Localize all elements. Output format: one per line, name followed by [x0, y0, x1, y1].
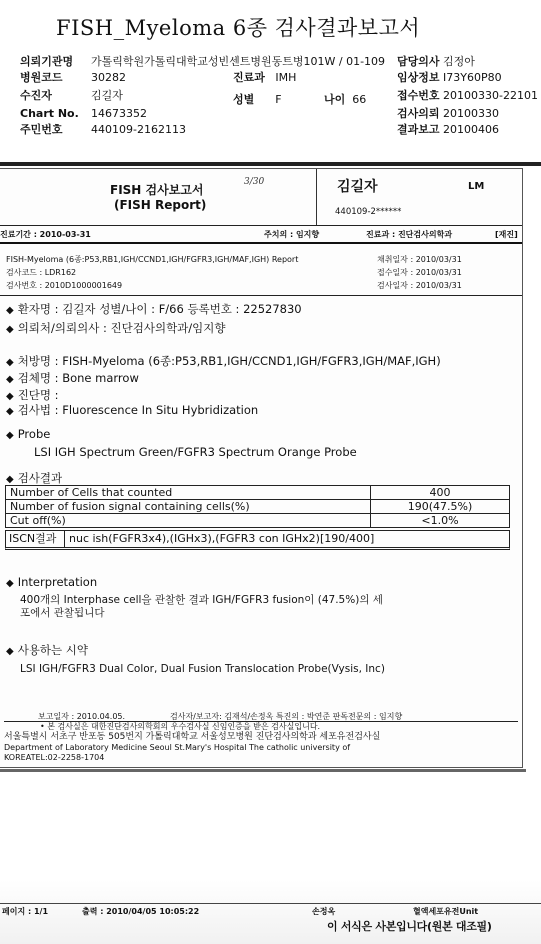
method-line: [6, 403, 258, 419]
diamond-bullet-icon: ◆: [6, 305, 14, 316]
iscn-result-row: [5, 530, 510, 550]
value-doctor: 김정아: [443, 55, 475, 68]
value-hospital-code: 30282: [91, 71, 126, 84]
label-doctor: 담당의사: [397, 55, 440, 68]
specimen-line: [6, 371, 139, 387]
result-value: 400: [371, 486, 510, 500]
diamond-bullet-icon: ◆: [6, 578, 14, 589]
sample-date: 채취일자 : 2010/03/31: [377, 255, 462, 264]
report-footer-address: 서울특별시 서초구 반포동 505번지 가톨릭대학교 서울성모병원 진단검사의학과 세포유전검사실: [4, 732, 381, 742]
name-box-border: [316, 169, 317, 225]
result-value: 190(47.5%): [371, 500, 510, 514]
test-code: 검사코드 : LDR162: [6, 268, 77, 277]
referrer-line: [6, 321, 226, 337]
diamond-bullet-icon: ◆: [6, 430, 14, 441]
report-footer-note: • 본 검사실은 대한진단검사의학회의 우수검사실 신임인증을 받은 검사실입니다.: [40, 722, 321, 731]
diamond-bullet-icon: ◆: [6, 374, 14, 385]
probe-heading-text: Probe: [17, 427, 51, 441]
label-age: 나이: [324, 93, 346, 106]
header-sex: [233, 93, 282, 107]
rule: [0, 295, 522, 296]
label-hospital-code: 병원코드: [20, 71, 63, 84]
dept: 진료과 : 진단검사의학과: [366, 230, 453, 239]
visit-tag: [재진]: [495, 230, 518, 239]
document-title: FISH_Myeloma 6종 검사결과보고서: [56, 16, 421, 40]
iscn-label: ISCN결과: [9, 532, 57, 545]
interpretation-line-2: 포에서 관찰됩니다: [20, 607, 105, 619]
copy-stamp: 이 서식은 사본입니다(원본 대조필): [327, 920, 492, 933]
footer-person: 손정옥: [312, 907, 336, 916]
result-value: <1.0%: [371, 514, 510, 528]
value-dept: IMH: [275, 71, 297, 84]
value-age: 66: [352, 93, 367, 106]
value-clinical-info: I73Y60P80: [443, 71, 502, 84]
rule: [0, 225, 522, 226]
report-footer-dept: Department of Laboratory Medicine Seoul St.Mary's Hospital The catholic university of: [4, 743, 351, 752]
table-row: [6, 500, 510, 514]
label-chart-no: Chart No.: [20, 107, 79, 120]
header-dept: [233, 71, 296, 85]
probe-heading: [6, 427, 50, 443]
section-divider: [0, 162, 541, 166]
print-datetime: 출력 : 2010/04/05 10:05:22: [82, 907, 200, 916]
label-patient: 수진자: [20, 89, 52, 102]
value-rrn: 440109-2162113: [91, 123, 186, 136]
rule: [0, 242, 522, 244]
attending-doctor: 주치의 : 임지향: [264, 230, 320, 239]
table-row: [6, 514, 510, 528]
lm-tag: LM: [468, 181, 485, 192]
header-right: [397, 55, 538, 137]
report-footer-tel: KOREATEL:02-2258-1704: [4, 753, 105, 762]
report-title-ko: FISH 검사보고서: [110, 183, 204, 197]
value-chart-no: 14673352: [91, 107, 147, 120]
interpretation-line-1: 400개의 Interphase cell을 관찰한 결과 IGH/FGFR3 fusion이 (47.5%)의 세: [20, 594, 383, 606]
label-receipt-no: 접수번호: [397, 89, 440, 102]
result-label: Number of Cells that counted: [6, 486, 371, 500]
report-rrn: 440109-2******: [335, 207, 402, 217]
value-institution: 가톨릭학원가톨릭대학교성빈센트병원: [91, 55, 272, 68]
value-request-date: 20100330: [443, 107, 500, 120]
report-title-en: (FISH Report): [114, 198, 207, 212]
diamond-bullet-icon: ◆: [6, 391, 14, 402]
result-heading-text: 검사결과: [17, 471, 63, 485]
method-line-text: 검사법 : Fluorescence In Situ Hybridization: [17, 403, 259, 417]
footer-unit: 혈액세포유전Unit: [413, 907, 479, 916]
interpretation-heading-text: Interpretation: [17, 575, 98, 589]
iscn-value: nuc ish(FGFR3x4),(IGHx3),(FGFR3 con IGHx2)[190/400]: [69, 532, 375, 545]
order-line-text: 처방명 : FISH-Myeloma (6종:P53,RB1,IGH/CCND1,IGH/FGFR3,IGH/MAF,IGH): [17, 354, 441, 368]
diagnosis-line-text: 진단명 :: [17, 388, 59, 402]
diamond-bullet-icon: ◆: [6, 357, 14, 368]
value-report-date: 20100406: [443, 123, 500, 136]
value-patient: 김길자: [91, 89, 123, 102]
referrer-line-text: 의뢰처/의뢰의사 : 진단검사의학과/임지향: [17, 321, 226, 335]
fish-report-scan: [0, 168, 523, 768]
test-number: 검사번호 : 2010D1000001649: [6, 281, 123, 290]
value-sex: F: [275, 93, 282, 106]
value-receipt-no: 20100330-22101: [443, 89, 538, 102]
header-left: [20, 55, 79, 137]
patient-line: [6, 302, 302, 318]
test-date: 검사일자 : 2010/03/31: [377, 281, 462, 290]
label-request-date: 검사의뢰: [397, 107, 440, 120]
page-number: 페이지 : 1/1: [2, 907, 49, 916]
handwritten-note: 3/30: [244, 177, 265, 187]
label-institution: 의뢰기관명: [20, 55, 74, 68]
reagent-heading: [6, 643, 88, 659]
diamond-bullet-icon: ◆: [6, 406, 14, 417]
report-footer-date: 보고일자 : 2010.04.05.: [38, 712, 126, 721]
receive-date: 접수일자 : 2010/03/31: [377, 268, 462, 277]
patient-line-text: 환자명 : 김길자 성별/나이 : F/66 등록번호 : 22527830: [17, 302, 302, 316]
diamond-bullet-icon: ◆: [6, 324, 14, 335]
label-dept: 진료과: [233, 71, 265, 84]
diamond-bullet-icon: ◆: [6, 474, 14, 485]
report-footer-staff: 검사자/보고자: 김재석/손정옥 특진의 : 박연준 판독전문의 : 임지향: [170, 712, 403, 721]
result-table: [5, 485, 510, 528]
order-line: [6, 354, 441, 370]
page-footer-rule: [0, 903, 541, 904]
interpretation-heading: [6, 575, 97, 591]
reagent-heading-text: 사용하는 시약: [17, 643, 89, 657]
label-report-date: 결과보고: [397, 123, 440, 136]
report-patient-name: 김길자: [337, 179, 378, 195]
visit-date: 진료기간 : 2010-03-31: [0, 230, 91, 239]
reagent-text: LSI IGH/FGFR3 Dual Color, Dual Fusion Translocation Probe(Vysis, Inc): [20, 663, 385, 675]
table-row: [6, 486, 510, 500]
iscn-separator: [64, 531, 65, 547]
diagnosis-line: [6, 388, 59, 404]
report-title: [110, 183, 206, 213]
probe-text: LSI IGH Spectrum Green/FGFR3 Spectrum Orange Probe: [34, 445, 357, 459]
label-rrn: 주민번호: [20, 123, 63, 136]
label-clinical-info: 임상정보: [397, 71, 440, 84]
diamond-bullet-icon: ◆: [6, 646, 14, 657]
result-label: Cut off(%): [6, 514, 371, 528]
result-label: Number of fusion signal containing cells(%): [6, 500, 371, 514]
report-head-title: FISH-Myeloma (6종:P53,RB1,IGH/CCND1,IGH/FGFR3,IGH/MAF,IGH) Report: [6, 255, 299, 264]
label-sex: 성별: [233, 93, 255, 106]
specimen-line-text: 검체명 : Bone marrow: [17, 371, 139, 385]
header-age: [324, 93, 366, 107]
value-ward: 동트병101W / 01-109: [271, 55, 386, 68]
